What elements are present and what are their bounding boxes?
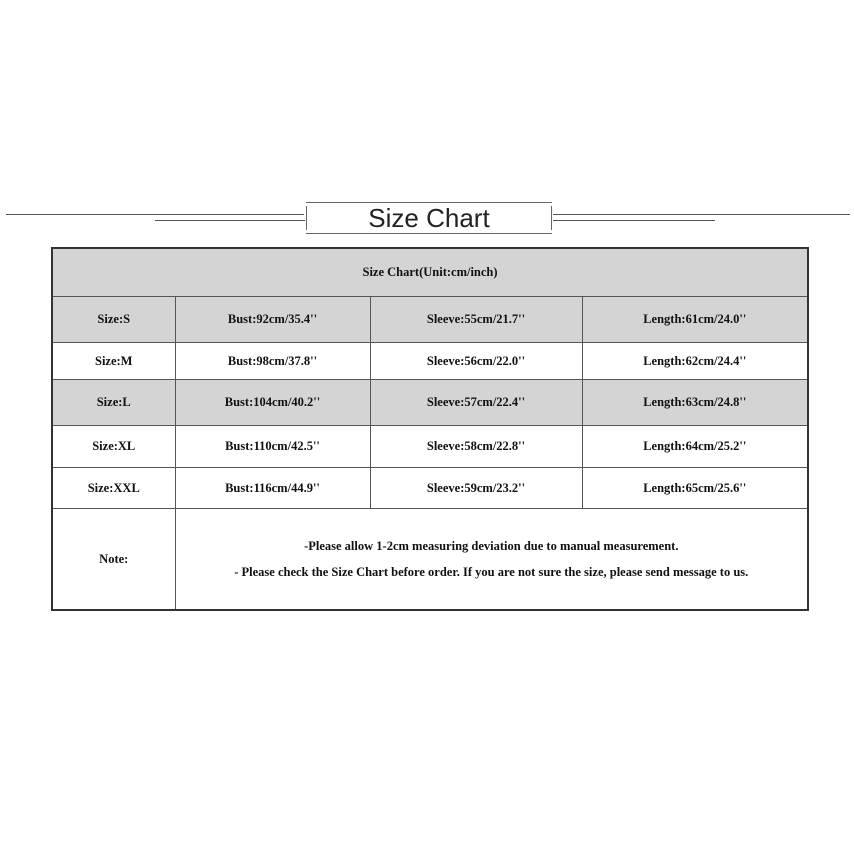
note-line: -Please allow 1-2cm measuring deviation due to manual measurement.: [304, 539, 679, 553]
table-row: [52, 426, 808, 468]
table-row: [52, 380, 808, 426]
length-cell: Length:63cm/24.8'': [582, 380, 808, 426]
table-header-row: [52, 248, 808, 297]
size-cell: Size:XXL: [52, 468, 175, 509]
sleeve-cell: Sleeve:56cm/22.0'': [370, 343, 582, 380]
table-row: [52, 343, 808, 380]
length-cell: Length:61cm/24.0'': [582, 297, 808, 343]
bust-cell: Bust:116cm/44.9'': [175, 468, 370, 509]
header-rule-right-outer: [553, 214, 850, 215]
length-cell: Length:62cm/24.4'': [582, 343, 808, 380]
table-row: [52, 297, 808, 343]
size-cell: Size:L: [52, 380, 175, 426]
bust-cell: Bust:110cm/42.5'': [175, 426, 370, 468]
bust-cell: Bust:92cm/35.4'': [175, 297, 370, 343]
note-line: - Please check the Size Chart before order. If you are not sure the size, please send message to us.: [234, 565, 749, 579]
sleeve-cell: Sleeve:58cm/22.8'': [370, 426, 582, 468]
note-label: Note:: [52, 509, 175, 611]
title-banner: [306, 202, 552, 234]
size-cell: Size:M: [52, 343, 175, 380]
page-title: Size Chart: [368, 202, 490, 233]
length-cell: Length:64cm/25.2'': [582, 426, 808, 468]
sleeve-cell: Sleeve:57cm/22.4'': [370, 380, 582, 426]
note-content: [175, 509, 808, 611]
size-cell: Size:XL: [52, 426, 175, 468]
size-chart-table: [51, 247, 809, 611]
table-header: Size Chart(Unit:cm/inch): [52, 248, 808, 297]
size-cell: Size:S: [52, 297, 175, 343]
length-cell: Length:65cm/25.6'': [582, 468, 808, 509]
sleeve-cell: Sleeve:59cm/23.2'': [370, 468, 582, 509]
note-row: [52, 509, 808, 611]
bust-cell: Bust:104cm/40.2'': [175, 380, 370, 426]
sleeve-cell: Sleeve:55cm/21.7'': [370, 297, 582, 343]
header-rule-right-inner: [553, 220, 715, 221]
header-rule-left-outer: [6, 214, 304, 215]
bust-cell: Bust:98cm/37.8'': [175, 343, 370, 380]
header-rule-left-inner: [155, 220, 305, 221]
table-row: [52, 468, 808, 509]
